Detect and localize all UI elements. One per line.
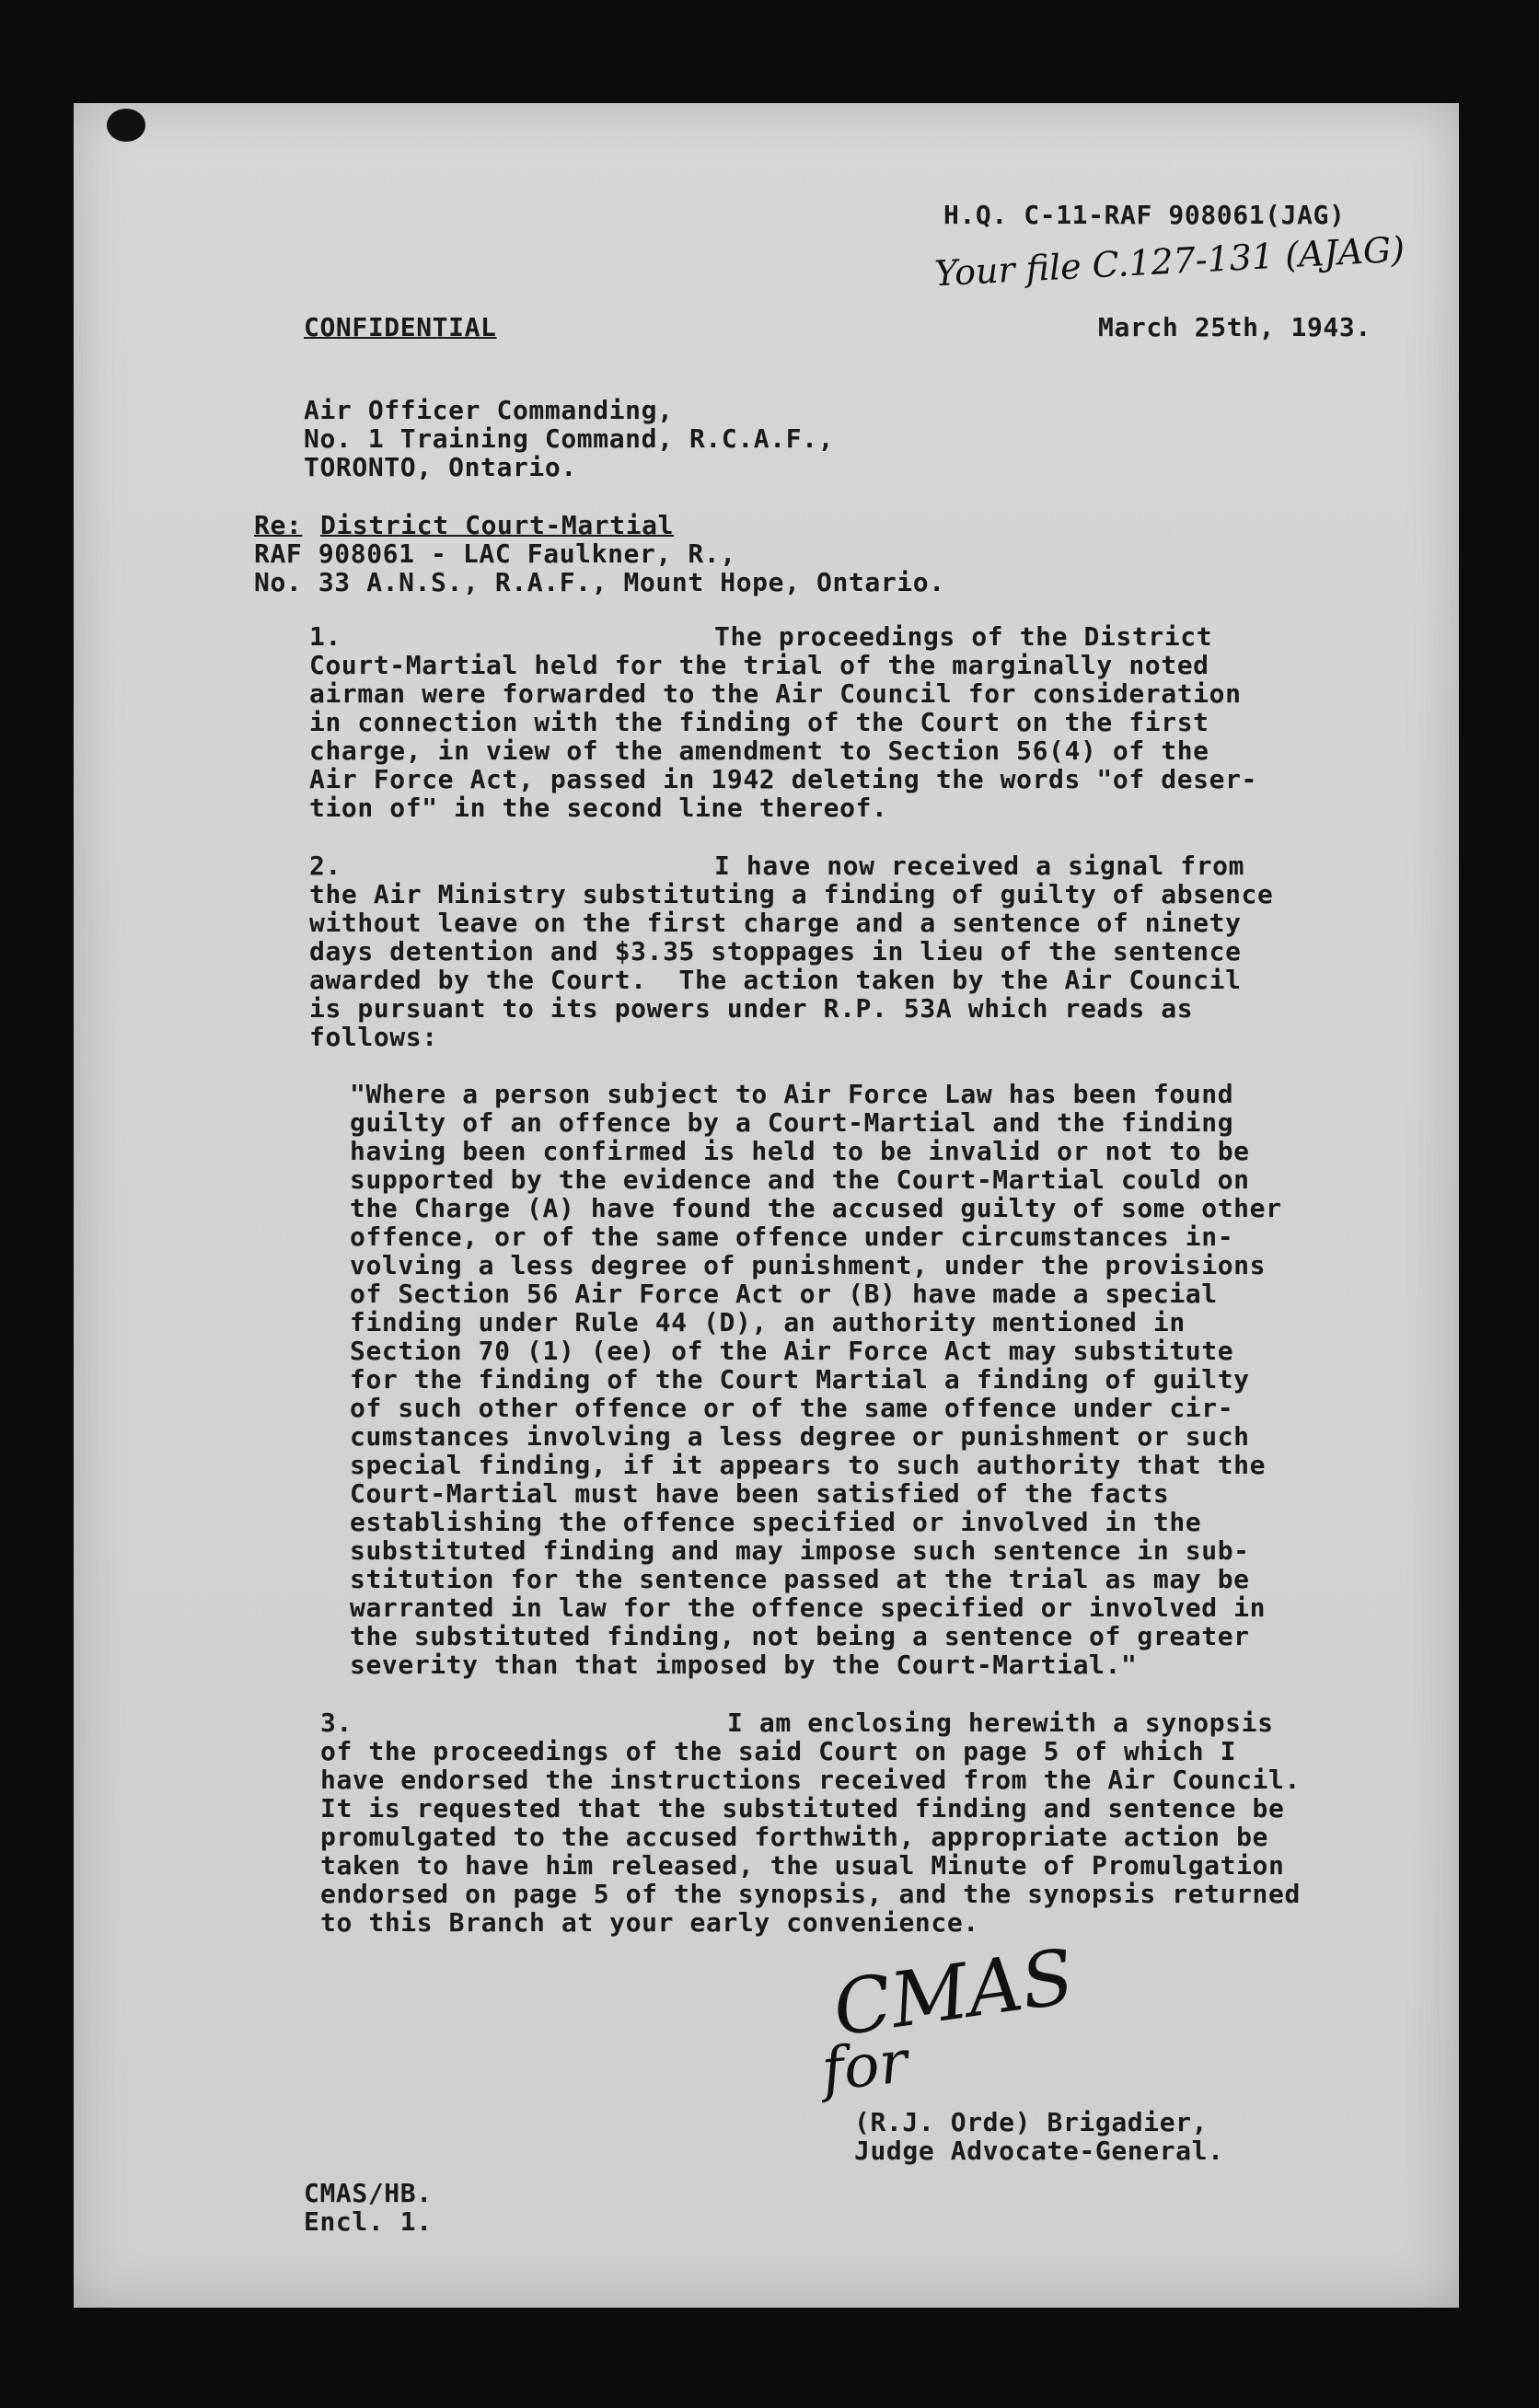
quoted-rule-line: special finding, if it appears to such authority that the	[350, 1450, 1267, 1480]
paragraph-number: 1.	[309, 621, 341, 652]
quoted-rule-line: cumstances involving a less degree or punishment or such	[350, 1421, 1250, 1452]
punch-hole	[107, 109, 145, 142]
paragraph-line: of the proceedings of the said Court on page 5 of which I	[320, 1736, 1237, 1766]
quoted-rule-line: volving a less degree of punishment, under the provisions	[350, 1250, 1267, 1280]
quoted-rule-line: stitution for the sentence passed at the trial as may be	[350, 1564, 1250, 1594]
paragraph-line: airman were forwarded to the Air Council for consideration	[309, 678, 1242, 709]
paragraph-number: 3.	[320, 1708, 353, 1738]
quoted-rule-line: severity than that imposed by the Court-Martial."	[350, 1650, 1138, 1680]
quoted-rule-line: Section 70 (1) (ee) of the Air Force Act may substitute	[350, 1336, 1234, 1366]
paragraph-line: without leave on the first charge and a sentence of ninety	[309, 908, 1242, 938]
quoted-rule-line: having been confirmed is held to be invalid or not to be	[350, 1136, 1250, 1166]
paragraph-line: tion of" in the second line thereof.	[309, 793, 888, 823]
paragraph-line: is pursuant to its powers under R.P. 53A which reads as	[309, 993, 1194, 1024]
quoted-rule-line: offence, or of the same offence under circumstances in-	[350, 1221, 1234, 1252]
quoted-rule-line: Court-Martial must have been satisfied of the facts	[350, 1478, 1170, 1509]
subject-line: RAF 908061 - LAC Faulkner, R.,	[254, 538, 736, 569]
paragraph-line: Court-Martial held for the trial of the marginally noted	[309, 650, 1209, 680]
paragraph-line: days detention and $3.35 stoppages in lieu of the sentence	[309, 936, 1242, 967]
quoted-rule-line: warranted in law for the offence specified or involved in	[350, 1592, 1267, 1623]
signer-name: (R.J. Orde) Brigadier,	[854, 2107, 1209, 2137]
paragraph-line: have endorsed the instructions received from the Air Council.	[320, 1765, 1301, 1795]
paragraph-line: promulgated to the accused forthwith, appropriate action be	[320, 1822, 1268, 1852]
handwritten-file-reference: Your file C.127-131 (AJAG)	[933, 228, 1406, 295]
quoted-rule-line: guilty of an offence by a Court-Martial and the finding	[350, 1107, 1234, 1138]
signer-title: Judge Advocate-General.	[854, 2136, 1224, 2166]
quoted-rule-line: of such other offence or of the same offence under cir-	[350, 1393, 1234, 1423]
subject-line: No. 33 A.N.S., R.A.F., Mount Hope, Ontario.	[254, 567, 945, 597]
addressee-line: TORONTO, Ontario.	[304, 452, 577, 482]
paragraph-line: Air Force Act, passed in 1942 deleting the words "of deser-	[309, 764, 1257, 794]
handwritten-for: for	[818, 2028, 911, 2105]
subject-title: District Court-Martial	[320, 510, 675, 540]
addressee-line: Air Officer Commanding,	[304, 395, 674, 425]
classification: CONFIDENTIAL	[304, 312, 497, 342]
letter-date: March 25th, 1943.	[1098, 312, 1371, 342]
paragraph-line: to this Branch at your early convenience.	[320, 1907, 979, 1938]
paragraph-line: charge, in view of the amendment to Section 56(4) of the	[309, 735, 1209, 766]
paragraph-line: the Air Ministry substituting a finding of guilty of absence	[309, 879, 1274, 909]
handwritten-initials: CMAS	[827, 1933, 1080, 2054]
quoted-rule-line: for the finding of the Court Martial a finding of guilty	[350, 1364, 1250, 1395]
reference-initials: CMAS/HB.	[304, 2178, 433, 2208]
quoted-rule-line: of Section 56 Air Force Act or (B) have made a special	[350, 1279, 1218, 1309]
paragraph-line: I am enclosing herewith a synopsis	[727, 1708, 1274, 1738]
enclosure-note: Encl. 1.	[304, 2206, 433, 2237]
quoted-rule-line: the substituted finding, not being a sentence of greater	[350, 1621, 1250, 1651]
paragraph-line: I have now received a signal from	[714, 851, 1245, 881]
paragraph-line: The proceedings of the District	[714, 621, 1213, 652]
file-reference: H.Q. C-11-RAF 908061(JAG)	[943, 200, 1346, 230]
paragraph-line: follows:	[309, 1022, 438, 1052]
paragraph-line: endorsed on page 5 of the synopsis, and the synopsis returned	[320, 1879, 1301, 1909]
quoted-rule-line: the Charge (A) have found the accused guilty of some other	[350, 1193, 1282, 1223]
quoted-rule-line: supported by the evidence and the Court-Martial could on	[350, 1164, 1250, 1195]
paragraph-line: in connection with the finding of the Court on the first	[309, 707, 1209, 737]
paragraph-line: awarded by the Court. The action taken by the Air Council	[309, 965, 1242, 995]
quoted-rule-line: "Where a person subject to Air Force Law has been found	[350, 1079, 1234, 1109]
addressee-line: No. 1 Training Command, R.C.A.F.,	[304, 423, 835, 454]
paragraph-line: taken to have him released, the usual Minute of Promulgation	[320, 1850, 1285, 1881]
paragraph-line: It is requested that the substituted finding and sentence be	[320, 1793, 1285, 1823]
paragraph-number: 2.	[309, 851, 341, 881]
subject-re-label: Re:	[254, 510, 303, 540]
quoted-rule-line: substituted finding and may impose such sentence in sub-	[350, 1535, 1250, 1566]
quoted-rule-line: establishing the offence specified or involved in the	[350, 1507, 1202, 1537]
quoted-rule-line: finding under Rule 44 (D), an authority mentioned in	[350, 1307, 1186, 1337]
